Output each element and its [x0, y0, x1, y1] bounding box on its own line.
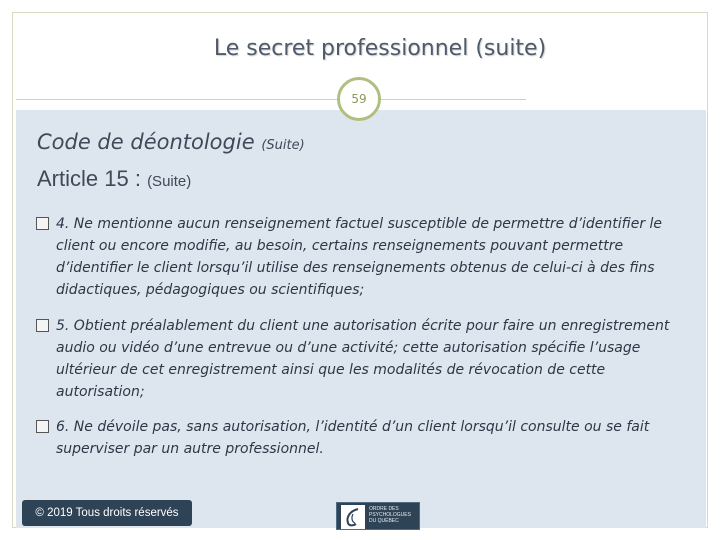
- article-heading-suffix: (Suite): [147, 173, 192, 190]
- section-heading: [37, 130, 305, 154]
- section-heading-suffix: (Suite): [261, 138, 305, 153]
- slide-title: Le secret professionnel (suite): [213, 36, 547, 61]
- copyright-footer: © 2019 Tous droits réservés: [22, 500, 192, 526]
- list-item-text: 6. Ne dévoile pas, sans autorisation, l’identité d’un client lorsqu’il consulte ou se fait superviser par un autre professionnel.: [56, 419, 650, 457]
- list-item: [36, 416, 676, 460]
- list-item: [36, 315, 676, 403]
- list-item-text: 4. Ne mentionne aucun renseignement factuel susceptible de permettre d’identifier le client ou encore modifie, au besoin, certains renseignements pouvant permettre d’identifier le client lorsqu’il utilise des renseignements obtenus de celui-ci à des fins didactiques, pédagogiques ou scientifiques;: [56, 216, 663, 298]
- checkbox-bullet-icon: [36, 319, 49, 332]
- checkbox-bullet-icon: [36, 217, 49, 230]
- article-heading: [37, 166, 191, 192]
- logo-text: ORDRE DES PSYCHOLOGUES DU QUÉBEC: [369, 506, 411, 524]
- article-heading-main: Article 15 :: [37, 166, 141, 191]
- list-item: [36, 213, 676, 301]
- ordre-logo-icon: [341, 505, 365, 529]
- page-number-badge: 59: [337, 77, 381, 121]
- organization-logo: [336, 502, 420, 530]
- list-item-text: 5. Obtient préalablement du client une autorisation écrite pour faire un enregistrement audio ou vidéo d’une entrevue ou d’une activité; cette autorisation spécifie l’usage ultérieur de cet enregistrement ainsi que les modalités de révocation de cette autorisation;: [56, 318, 670, 400]
- checkbox-bullet-icon: [36, 420, 49, 433]
- section-heading-main: Code de déontologie: [37, 130, 255, 154]
- title-divider: [16, 99, 526, 100]
